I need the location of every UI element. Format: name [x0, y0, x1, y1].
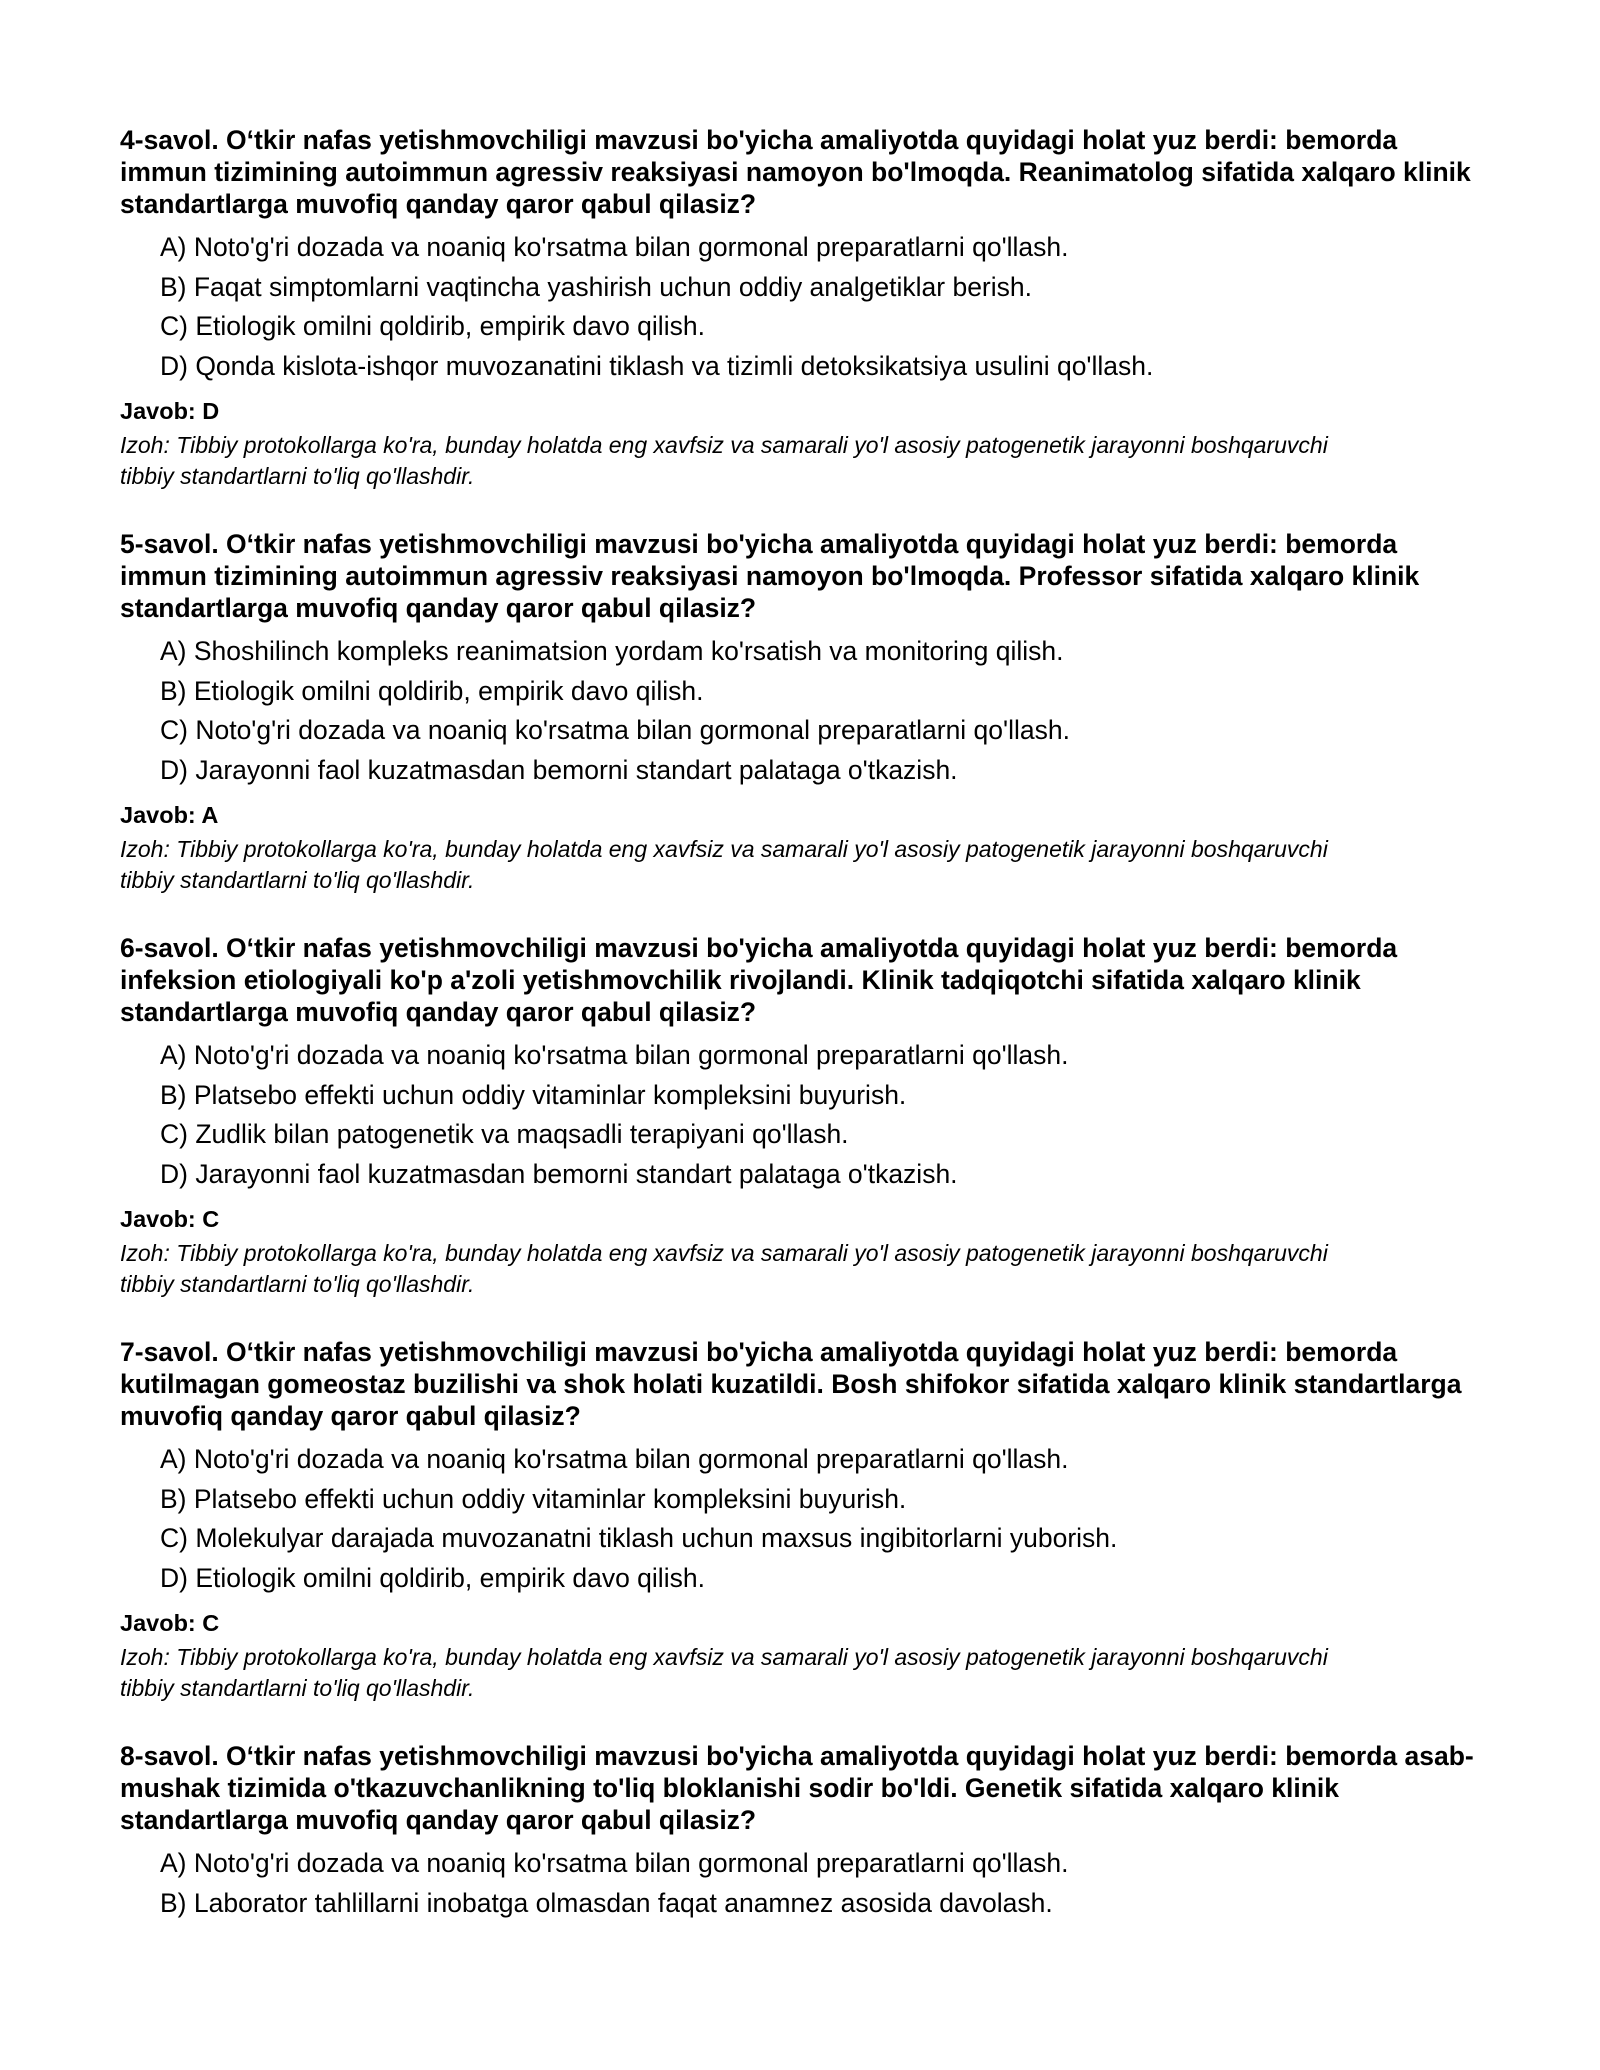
option-d: D) Jarayonni faol kuzatmasdan bemorni standart palataga o'tkazish. — [160, 754, 958, 785]
option-b: B) Etiologik omilni qoldirib, empirik davo qilish. — [160, 675, 704, 706]
question-8 — [120, 1740, 1480, 1923]
question-6 — [120, 932, 1480, 1300]
question-4 — [120, 124, 1480, 492]
options-list — [120, 1844, 1480, 1923]
explanation-note: Izoh: Tibbiy protokollarga ko'ra, bunday holatda eng xavfsiz va samarali yo'l asosiy patogenetik jarayonni boshqaruvchi tibbiy standartlarni to'liq qo'llashdir. — [120, 836, 1328, 893]
answer-line: Javob: D — [120, 398, 220, 424]
options-list — [120, 1440, 1480, 1598]
question-5 — [120, 528, 1480, 896]
explanation-note: Izoh: Tibbiy protokollarga ko'ra, bunday holatda eng xavfsiz va samarali yo'l asosiy patogenetik jarayonni boshqaruvchi tibbiy standartlarni to'liq qo'llashdir. — [120, 1240, 1328, 1297]
question-7 — [120, 1336, 1480, 1704]
option-d: D) Etiologik omilni qoldirib, empirik davo qilish. — [160, 1562, 705, 1593]
option-c: C) Molekulyar darajada muvozanatni tiklash uchun maxsus ingibitorlarni yuborish. — [160, 1523, 1118, 1553]
option-c: C) Etiologik omilni qoldirib, empirik davo qilish. — [160, 311, 705, 341]
option-b: B) Platsebo effekti uchun oddiy vitaminlar kompleksini buyurish. — [160, 1483, 907, 1514]
explanation-note: Izoh: Tibbiy protokollarga ko'ra, bunday holatda eng xavfsiz va samarali yo'l asosiy patogenetik jarayonni boshqaruvchi tibbiy standartlarni to'liq qo'llashdir. — [120, 1644, 1328, 1701]
option-a: A) Noto'g'ri dozada va noaniq ko'rsatma bilan gormonal preparatlarni qo'llash. — [160, 232, 1069, 262]
option-a: A) Shoshilinch kompleks reanimatsion yordam ko'rsatish va monitoring qilish. — [160, 636, 1064, 666]
answer-line: Javob: C — [120, 1206, 220, 1232]
option-b: B) Faqat simptomlarni vaqtincha yashirish uchun oddiy analgetiklar berish. — [160, 271, 1032, 302]
option-b: B) Platsebo effekti uchun oddiy vitaminlar kompleksini buyurish. — [160, 1079, 907, 1110]
option-c: C) Noto'g'ri dozada va noaniq ko'rsatma bilan gormonal preparatlarni qo'llash. — [160, 715, 1070, 745]
options-list — [120, 632, 1480, 790]
answer-line: Javob: A — [120, 802, 219, 828]
question-text: 6-savol. O‘tkir nafas yetishmovchiligi mavzusi bo'yicha amaliyotda quyidagi holat yuz berdi: bemorda infeksion etiologiyali ko'p a'zoli yetishmovchilik rivojlandi. Klinik tadqiqotchi sifatida xalqaro klinik standartlarga muvofiq qanday qaror qabul qilasiz? — [120, 933, 1398, 1027]
options-list — [120, 1036, 1480, 1194]
option-a: A) Noto'g'ri dozada va noaniq ko'rsatma bilan gormonal preparatlarni qo'llash. — [160, 1040, 1069, 1070]
option-b: B) Laborator tahlillarni inobatga olmasdan faqat anamnez asosida davolash. — [160, 1887, 1053, 1918]
answer-line: Javob: C — [120, 1610, 220, 1636]
option-c: C) Zudlik bilan patogenetik va maqsadli terapiyani qo'llash. — [160, 1119, 849, 1149]
option-d: D) Jarayonni faol kuzatmasdan bemorni standart palataga o'tkazish. — [160, 1158, 958, 1189]
question-text: 7-savol. O‘tkir nafas yetishmovchiligi mavzusi bo'yicha amaliyotda quyidagi holat yuz berdi: bemorda kutilmagan gomeostaz buzilishi va shok holati kuzatildi. Bosh shifokor sifatida xalqaro klinik standartlarga muvofiq qanday qaror qabul qilasiz? — [120, 1337, 1462, 1431]
option-a: A) Noto'g'ri dozada va noaniq ko'rsatma bilan gormonal preparatlarni qo'llash. — [160, 1444, 1069, 1474]
question-text: 8-savol. O‘tkir nafas yetishmovchiligi mavzusi bo'yicha amaliyotda quyidagi holat yuz berdi: bemorda asab-mushak tizimida o'tkazuvchanlikning to'liq bloklanishi sodir bo'ldi. Genetik sifatida xalqaro klinik standartlarga muvofiq qanday qaror qabul qilasiz? — [120, 1741, 1474, 1835]
explanation-note: Izoh: Tibbiy protokollarga ko'ra, bunday holatda eng xavfsiz va samarali yo'l asosiy patogenetik jarayonni boshqaruvchi tibbiy standartlarni to'liq qo'llashdir. — [120, 432, 1328, 489]
question-text: 5-savol. O‘tkir nafas yetishmovchiligi mavzusi bo'yicha amaliyotda quyidagi holat yuz berdi: bemorda immun tizimining autoimmun agressiv reaksiyasi namoyon bo'lmoqda. Professor sifatida xalqaro klinik standartlarga muvofiq qanday qaror qabul qilasiz? — [120, 529, 1420, 623]
option-a: A) Noto'g'ri dozada va noaniq ko'rsatma bilan gormonal preparatlarni qo'llash. — [160, 1848, 1069, 1878]
option-d: D) Qonda kislota-ishqor muvozanatini tiklash va tizimli detoksikatsiya usulini qo'llash. — [160, 350, 1154, 381]
options-list — [120, 228, 1480, 386]
question-text: 4-savol. O‘tkir nafas yetishmovchiligi mavzusi bo'yicha amaliyotda quyidagi holat yuz berdi: bemorda immun tizimining autoimmun agressiv reaksiyasi namoyon bo'lmoqda. Reanimatolog sifatida xalqaro klinik standartlarga muvofiq qanday qaror qabul qilasiz? — [120, 125, 1471, 219]
